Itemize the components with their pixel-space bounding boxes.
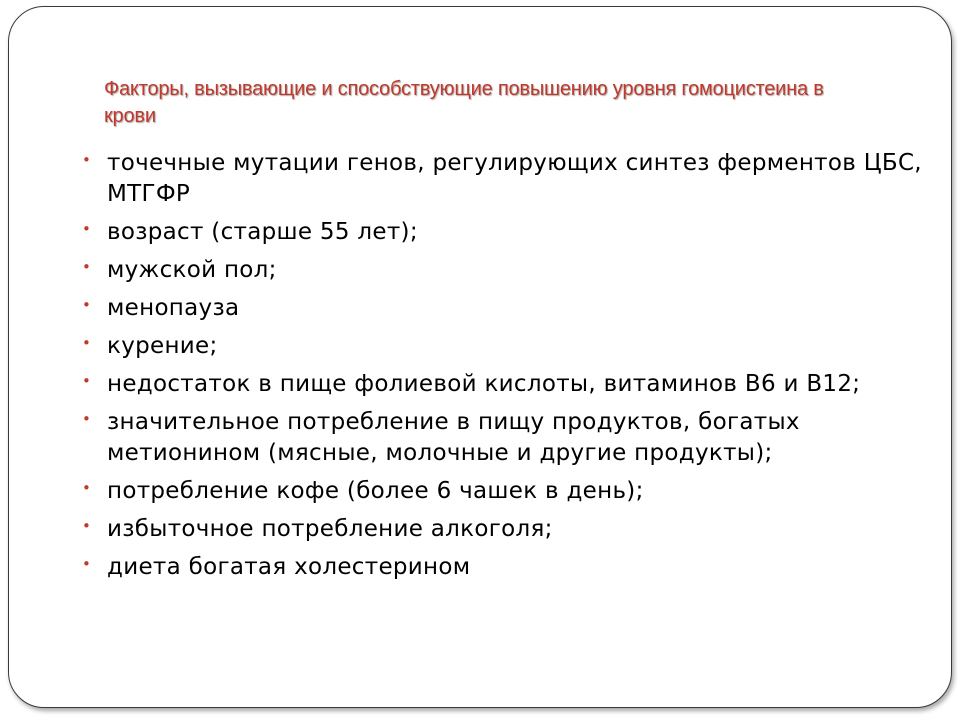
bullet-icon: • xyxy=(82,372,92,390)
list-item-text: значительное потребление в пищу продуктов, богатых метионином (мясные, молочные и другие продукты); xyxy=(107,409,800,466)
list-item-text: возраст (старше 55 лет); xyxy=(107,219,418,245)
list-item-text: диета богатая холестерином xyxy=(107,554,471,580)
list-item xyxy=(80,476,930,507)
list-item-text: потребление кофе (более 6 чашек в день); xyxy=(107,478,644,504)
list-item xyxy=(80,407,930,469)
list-item-text: избыточное потребление алкоголя; xyxy=(107,516,553,542)
list-item xyxy=(80,217,930,248)
list-item xyxy=(80,369,930,400)
list-item-text: мужской пол; xyxy=(107,257,277,283)
list-item-text: курение; xyxy=(107,333,218,359)
bullet-icon: • xyxy=(82,258,92,276)
bullet-icon: • xyxy=(82,410,92,428)
bullet-icon: • xyxy=(82,479,92,497)
list-item xyxy=(80,331,930,362)
list-item-text: точечные мутации генов, регулирующих синтез ферментов ЦБС, МТГФР xyxy=(107,150,922,207)
slide-title: Факторы, вызывающие и способствующие повышению уровня гомоцистеина в крови xyxy=(104,78,824,127)
bullet-icon: • xyxy=(82,517,92,535)
list-item-text: недостаток в пище фолиевой кислоты, витаминов В6 и В12; xyxy=(107,371,861,397)
bullet-list xyxy=(80,148,930,590)
list-item xyxy=(80,293,930,324)
list-item xyxy=(80,148,930,210)
bullet-icon: • xyxy=(82,296,92,314)
list-item-text: менопауза xyxy=(107,295,240,321)
list-item xyxy=(80,514,930,545)
list-item xyxy=(80,552,930,583)
bullet-icon: • xyxy=(82,555,92,573)
bullet-icon: • xyxy=(82,151,92,169)
bullet-icon: • xyxy=(82,220,92,238)
bullet-icon: • xyxy=(82,334,92,352)
list-item xyxy=(80,255,930,286)
